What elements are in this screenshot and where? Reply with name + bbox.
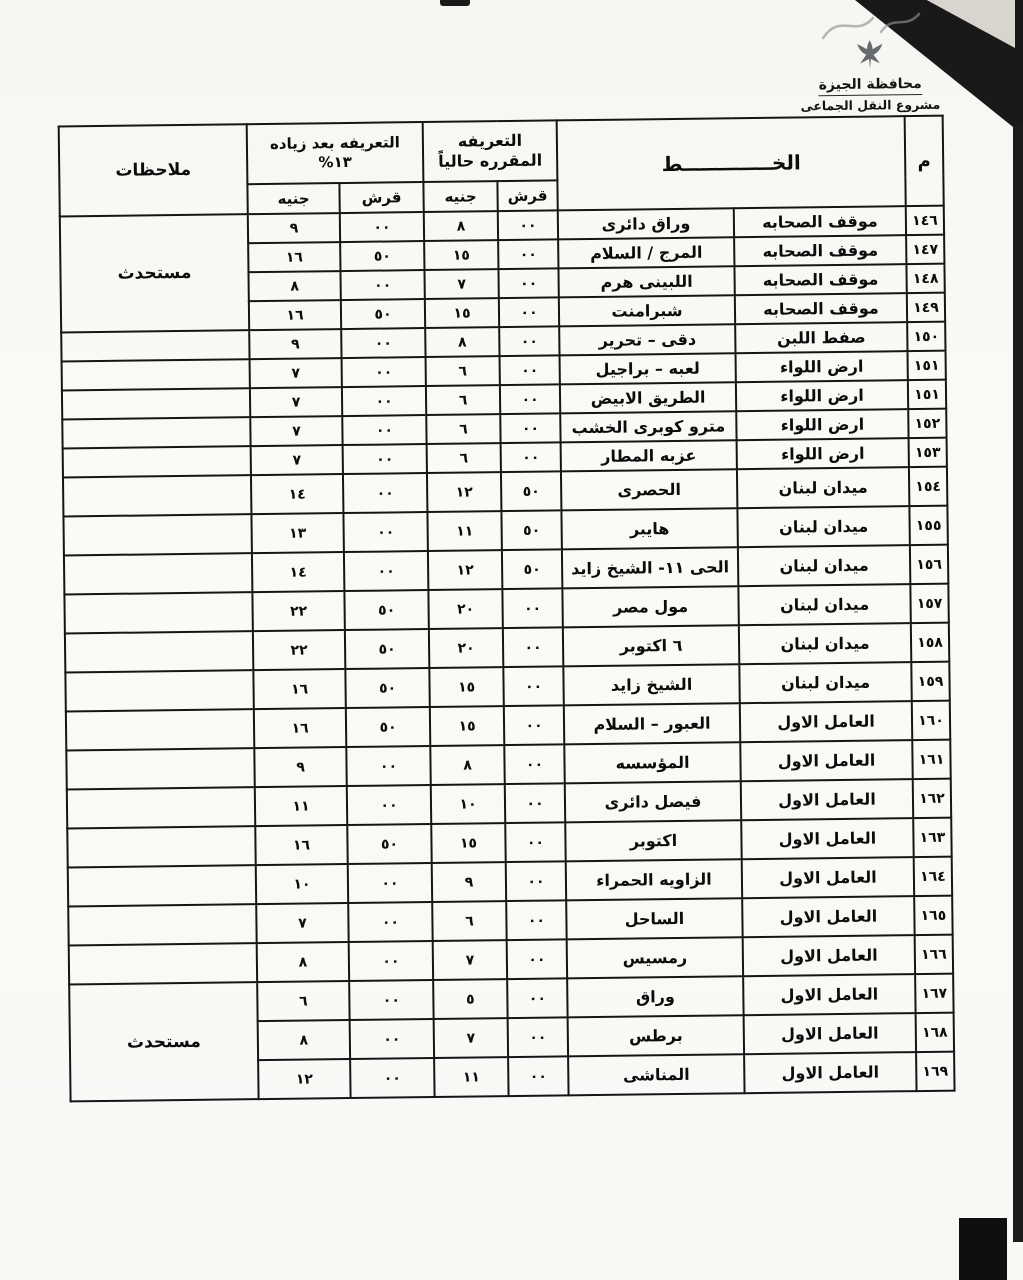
row-number-cell: ١٥٢ [908,409,946,438]
fare-table-body [60,206,955,1102]
current-piasters-cell: ٠٠ [503,627,563,667]
current-piasters-cell: ٥٠ [502,549,562,589]
current-pounds-cell: ١٥ [431,823,505,863]
increased-pounds-cell: ١٦ [253,669,345,709]
row-number-cell: ١٦٢ [913,779,951,818]
terminal-cell: ارض اللواء [736,409,908,440]
note-cell [62,417,250,448]
current-pounds-cell: ١٢ [428,550,502,590]
destination-cell: عزبه المطار [561,440,737,471]
destination-cell: المناشى [568,1054,744,1095]
row-number-cell: ١٤٧ [906,235,944,264]
destination-cell: الزاويه الحمراء [566,859,742,900]
increased-pounds-cell: ٧ [256,903,348,943]
current-piasters-cell: ٠٠ [503,666,563,706]
increased-piasters-cell: ٠٠ [343,444,427,474]
note-cell [62,359,250,390]
current-piasters-cell: ٠٠ [499,326,559,356]
row-number-cell: ١٥٠ [907,322,945,351]
destination-cell: ٦ اكتوبر [563,625,739,666]
current-piasters-cell: ٠٠ [498,239,558,269]
row-number-cell: ١٦٤ [914,857,952,896]
increased-piasters-cell: ٠٠ [342,357,426,387]
current-pounds-cell: ١٥ [429,667,503,707]
increased-pounds-cell: ٩ [249,329,341,359]
current-piasters-cell: ٠٠ [507,978,567,1018]
terminal-cell: موقف الصحابه [734,206,906,237]
destination-cell: اللبينى هرم [558,266,734,297]
increased-piasters-cell: ٥٠ [347,824,431,864]
destination-cell: الحى ١١- الشيخ زايد [562,547,738,588]
destination-cell: رمسيس [567,937,743,978]
increased-pounds-cell: ٦ [257,981,349,1021]
current-pounds-cell: ١١ [434,1057,508,1097]
current-pounds-cell: ١٥ [430,706,504,746]
increased-pounds-cell: ١٤ [251,474,343,514]
destination-cell: لعبه – براجيل [560,353,736,384]
note-cell [67,826,255,867]
increased-pounds-cell: ٩ [254,747,346,787]
current-pounds-cell: ٦ [426,356,500,386]
row-number-cell: ١٦٣ [913,818,951,857]
row-number-cell: ١٥٨ [911,623,949,662]
increased-pounds-cell: ٨ [257,942,349,982]
row-number-cell: ١٥٧ [910,584,948,623]
increased-pounds-cell: ٩ [248,213,340,243]
terminal-cell: موقف الصحابه [734,235,906,266]
destination-cell: المؤسسه [564,742,740,783]
current-pounds-cell: ٦ [426,385,500,415]
destination-cell: الطريق الابيض [560,382,736,413]
current-piasters-cell: ٠٠ [508,1056,568,1096]
terminal-cell: موقف الصحابه [734,264,906,295]
current-pounds-cell: ٧ [424,269,498,299]
increased-pounds-cell: ١٣ [251,513,343,553]
row-number-cell: ١٦٠ [912,701,950,740]
fare-table [58,115,956,1103]
increased-pounds-cell: ٧ [250,387,342,417]
current-piasters-cell: ٠٠ [508,1017,568,1057]
destination-cell: دقى – تحرير [559,324,735,355]
current-piasters-cell: ٠٠ [506,861,566,901]
note-cell [68,865,256,906]
destination-cell: برطس [568,1015,744,1056]
row-number-cell: ١٦٩ [916,1052,954,1091]
subheader-current-pounds: جنيه [423,181,497,212]
increased-pounds-cell: ١٦ [254,708,346,748]
subheader-increased-pounds: جنيه [247,183,339,214]
row-number-cell: ١٥٣ [909,438,947,467]
note-cell [65,631,253,672]
current-piasters-cell: ٠٠ [500,355,560,385]
destination-cell: المرج / السلام [558,237,734,268]
increased-pounds-cell: ١١ [255,786,347,826]
increased-pounds-cell: ١٦ [255,825,347,865]
increased-pounds-cell: ١٢ [258,1059,350,1099]
terminal-cell: ارض اللواء [736,351,908,382]
current-piasters-cell: ٠٠ [502,588,562,628]
current-pounds-cell: ١٢ [427,472,501,512]
current-pounds-cell: ٨ [430,745,504,785]
row-number-cell: ١٦٦ [915,935,953,974]
column-header-line: الخـــــــــــــط [557,116,906,210]
note-cell [66,709,254,750]
terminal-cell: العامل الاول [742,857,914,898]
row-number-cell: ١٤٦ [906,206,944,235]
note-cell: مستحدث [60,214,249,332]
increased-piasters-cell: ٥٠ [345,668,429,708]
increased-piasters-cell: ٥٠ [340,241,424,271]
increased-piasters-cell: ٠٠ [344,551,428,591]
destination-cell: العبور – السلام [564,703,740,744]
increased-pounds-cell: ٧ [251,445,343,475]
row-number-cell: ١٦١ [912,740,950,779]
current-pounds-cell: ٢٠ [429,628,503,668]
increased-piasters-cell: ٠٠ [348,863,432,903]
current-piasters-cell: ٠٠ [507,939,567,979]
note-cell [64,553,252,594]
increased-piasters-cell: ٥٠ [346,707,430,747]
increased-piasters-cell: ٠٠ [342,415,426,445]
increased-pounds-cell: ٨ [258,1020,350,1060]
current-piasters-cell: ٠٠ [500,413,560,443]
destination-cell: مترو كوبرى الخشب [560,411,736,442]
increased-pounds-cell: ١٠ [256,864,348,904]
current-pounds-cell: ٢٠ [428,589,502,629]
increased-piasters-cell: ٠٠ [343,512,427,552]
terminal-cell: العامل الاول [741,779,913,820]
increased-piasters-cell: ٠٠ [350,1019,434,1059]
current-piasters-cell: ٠٠ [504,744,564,784]
eagle-emblem-icon [852,37,888,71]
current-pounds-cell: ١٥ [425,298,499,328]
increased-piasters-cell: ٠٠ [340,270,424,300]
row-number-cell: ١٦٥ [914,896,952,935]
increased-pounds-cell: ١٦ [249,300,341,330]
note-cell [68,904,256,945]
row-number-cell: ١٦٧ [915,974,953,1013]
increased-piasters-cell: ٥٠ [341,299,425,329]
current-piasters-cell: ٠٠ [506,900,566,940]
terminal-cell: العامل الاول [741,818,913,859]
increased-pounds-cell: ٧ [250,358,342,388]
terminal-cell: ميدان لبنان [739,662,911,703]
increased-piasters-cell: ٥٠ [345,629,429,669]
destination-cell: الشيخ زايد [563,664,739,705]
destination-cell: فيصل دائرى [565,781,741,822]
column-header-current-tariff: التعريفه المقرره حالياً [423,120,558,182]
note-cell [66,748,254,789]
terminal-cell: ميدان لبنان [737,506,909,547]
column-header-increased-tariff: التعريفه بعد زياده ١٣% [247,122,424,184]
stamp-project: مشروع النقل الجماعى [800,96,941,114]
current-piasters-cell: ٠٠ [505,822,565,862]
note-cell [65,670,253,711]
increased-pounds-cell: ٢٢ [253,630,345,670]
destination-cell: شبرامنت [559,295,735,326]
current-pounds-cell: ٦ [426,414,500,444]
increased-piasters-cell: ٠٠ [347,785,431,825]
current-piasters-cell: ٠٠ [505,783,565,823]
current-pounds-cell: ٦ [427,443,501,473]
note-cell [63,475,251,516]
fare-table-header [59,116,944,217]
current-piasters-cell: ٠٠ [500,384,560,414]
subheader-current-piasters: قرش [497,180,557,211]
current-piasters-cell: ٥٠ [501,510,561,550]
destination-cell: مول مصر [562,586,738,627]
terminal-cell: العامل الاول [744,1013,916,1054]
terminal-cell: موقف الصحابه [735,293,907,324]
note-cell: مستحدث [69,982,258,1101]
current-pounds-cell: ٨ [425,327,499,357]
destination-cell: الساحل [566,898,742,939]
column-header-number: م [905,116,944,206]
increased-piasters-cell: ٠٠ [349,980,433,1020]
current-pounds-cell: ٧ [433,940,507,980]
current-pounds-cell: ٨ [424,211,498,241]
terminal-cell: صفط اللبن [735,322,907,353]
note-cell [61,330,249,361]
current-pounds-cell: ١٠ [431,784,505,824]
destination-cell: اكتوبر [565,820,741,861]
current-piasters-cell: ٠٠ [504,705,564,745]
note-cell [69,943,257,984]
header-stamp [780,36,961,113]
increased-piasters-cell: ٠٠ [341,328,425,358]
row-number-cell: ١٥٩ [911,662,949,701]
increased-piasters-cell: ٠٠ [342,386,426,416]
current-piasters-cell: ٠٠ [501,442,561,472]
current-pounds-cell: ٥ [433,979,507,1019]
increased-pounds-cell: ٨ [248,271,340,301]
terminal-cell: ميدان لبنان [737,467,909,508]
terminal-cell: العامل الاول [743,935,915,976]
stamp-organization: محافظة الجيزة [819,76,922,96]
destination-cell: وراق [567,976,743,1017]
row-number-cell: ١٦٨ [916,1013,954,1052]
current-pounds-cell: ٦ [432,901,506,941]
increased-piasters-cell: ٠٠ [346,746,430,786]
terminal-cell: ارض اللواء [737,438,909,469]
row-number-cell: ١٥١ [908,351,946,380]
increased-piasters-cell: ٠٠ [350,1058,434,1098]
row-number-cell: ١٥٥ [909,506,947,545]
current-pounds-cell: ١٥ [424,240,498,270]
terminal-cell: العامل الاول [744,1052,916,1093]
terminal-cell: العامل الاول [740,740,912,781]
row-number-cell: ١٥٤ [909,467,947,506]
subheader-increased-piasters: قرش [339,182,423,213]
increased-piasters-cell: ٠٠ [343,473,427,513]
terminal-cell: ميدان لبنان [738,584,910,625]
increased-pounds-cell: ١٤ [252,552,344,592]
row-number-cell: ١٤٨ [906,264,944,293]
current-piasters-cell: ٠٠ [498,210,558,240]
current-pounds-cell: ٩ [432,862,506,902]
note-cell [64,592,252,633]
note-cell [63,514,251,555]
terminal-cell: العامل الاول [743,974,915,1015]
terminal-cell: ميدان لبنان [738,545,910,586]
row-number-cell: ١٥١ [908,380,946,409]
destination-cell: الحصرى [561,469,737,510]
current-pounds-cell: ٧ [434,1018,508,1058]
note-cell [63,446,251,477]
terminal-cell: العامل الاول [740,701,912,742]
increased-piasters-cell: ٥٠ [344,590,428,630]
row-number-cell: ١٥٦ [910,545,948,584]
destination-cell: هايبر [561,508,737,549]
current-piasters-cell: ٠٠ [498,268,558,298]
increased-pounds-cell: ٢٢ [252,591,344,631]
note-cell [67,787,255,828]
increased-piasters-cell: ٠٠ [348,902,432,942]
destination-cell: وراق دائرى [558,208,734,239]
current-piasters-cell: ٥٠ [501,471,561,511]
column-header-notes: ملاحظات [59,124,248,216]
increased-piasters-cell: ٠٠ [349,941,433,981]
increased-piasters-cell: ٠٠ [340,212,424,242]
row-number-cell: ١٤٩ [907,293,945,322]
note-cell [62,388,250,419]
terminal-cell: العامل الاول [742,896,914,937]
terminal-cell: ارض اللواء [736,380,908,411]
current-pounds-cell: ١١ [427,511,501,551]
increased-pounds-cell: ٧ [250,416,342,446]
terminal-cell: ميدان لبنان [739,623,911,664]
current-piasters-cell: ٠٠ [499,297,559,327]
increased-pounds-cell: ١٦ [248,242,340,272]
